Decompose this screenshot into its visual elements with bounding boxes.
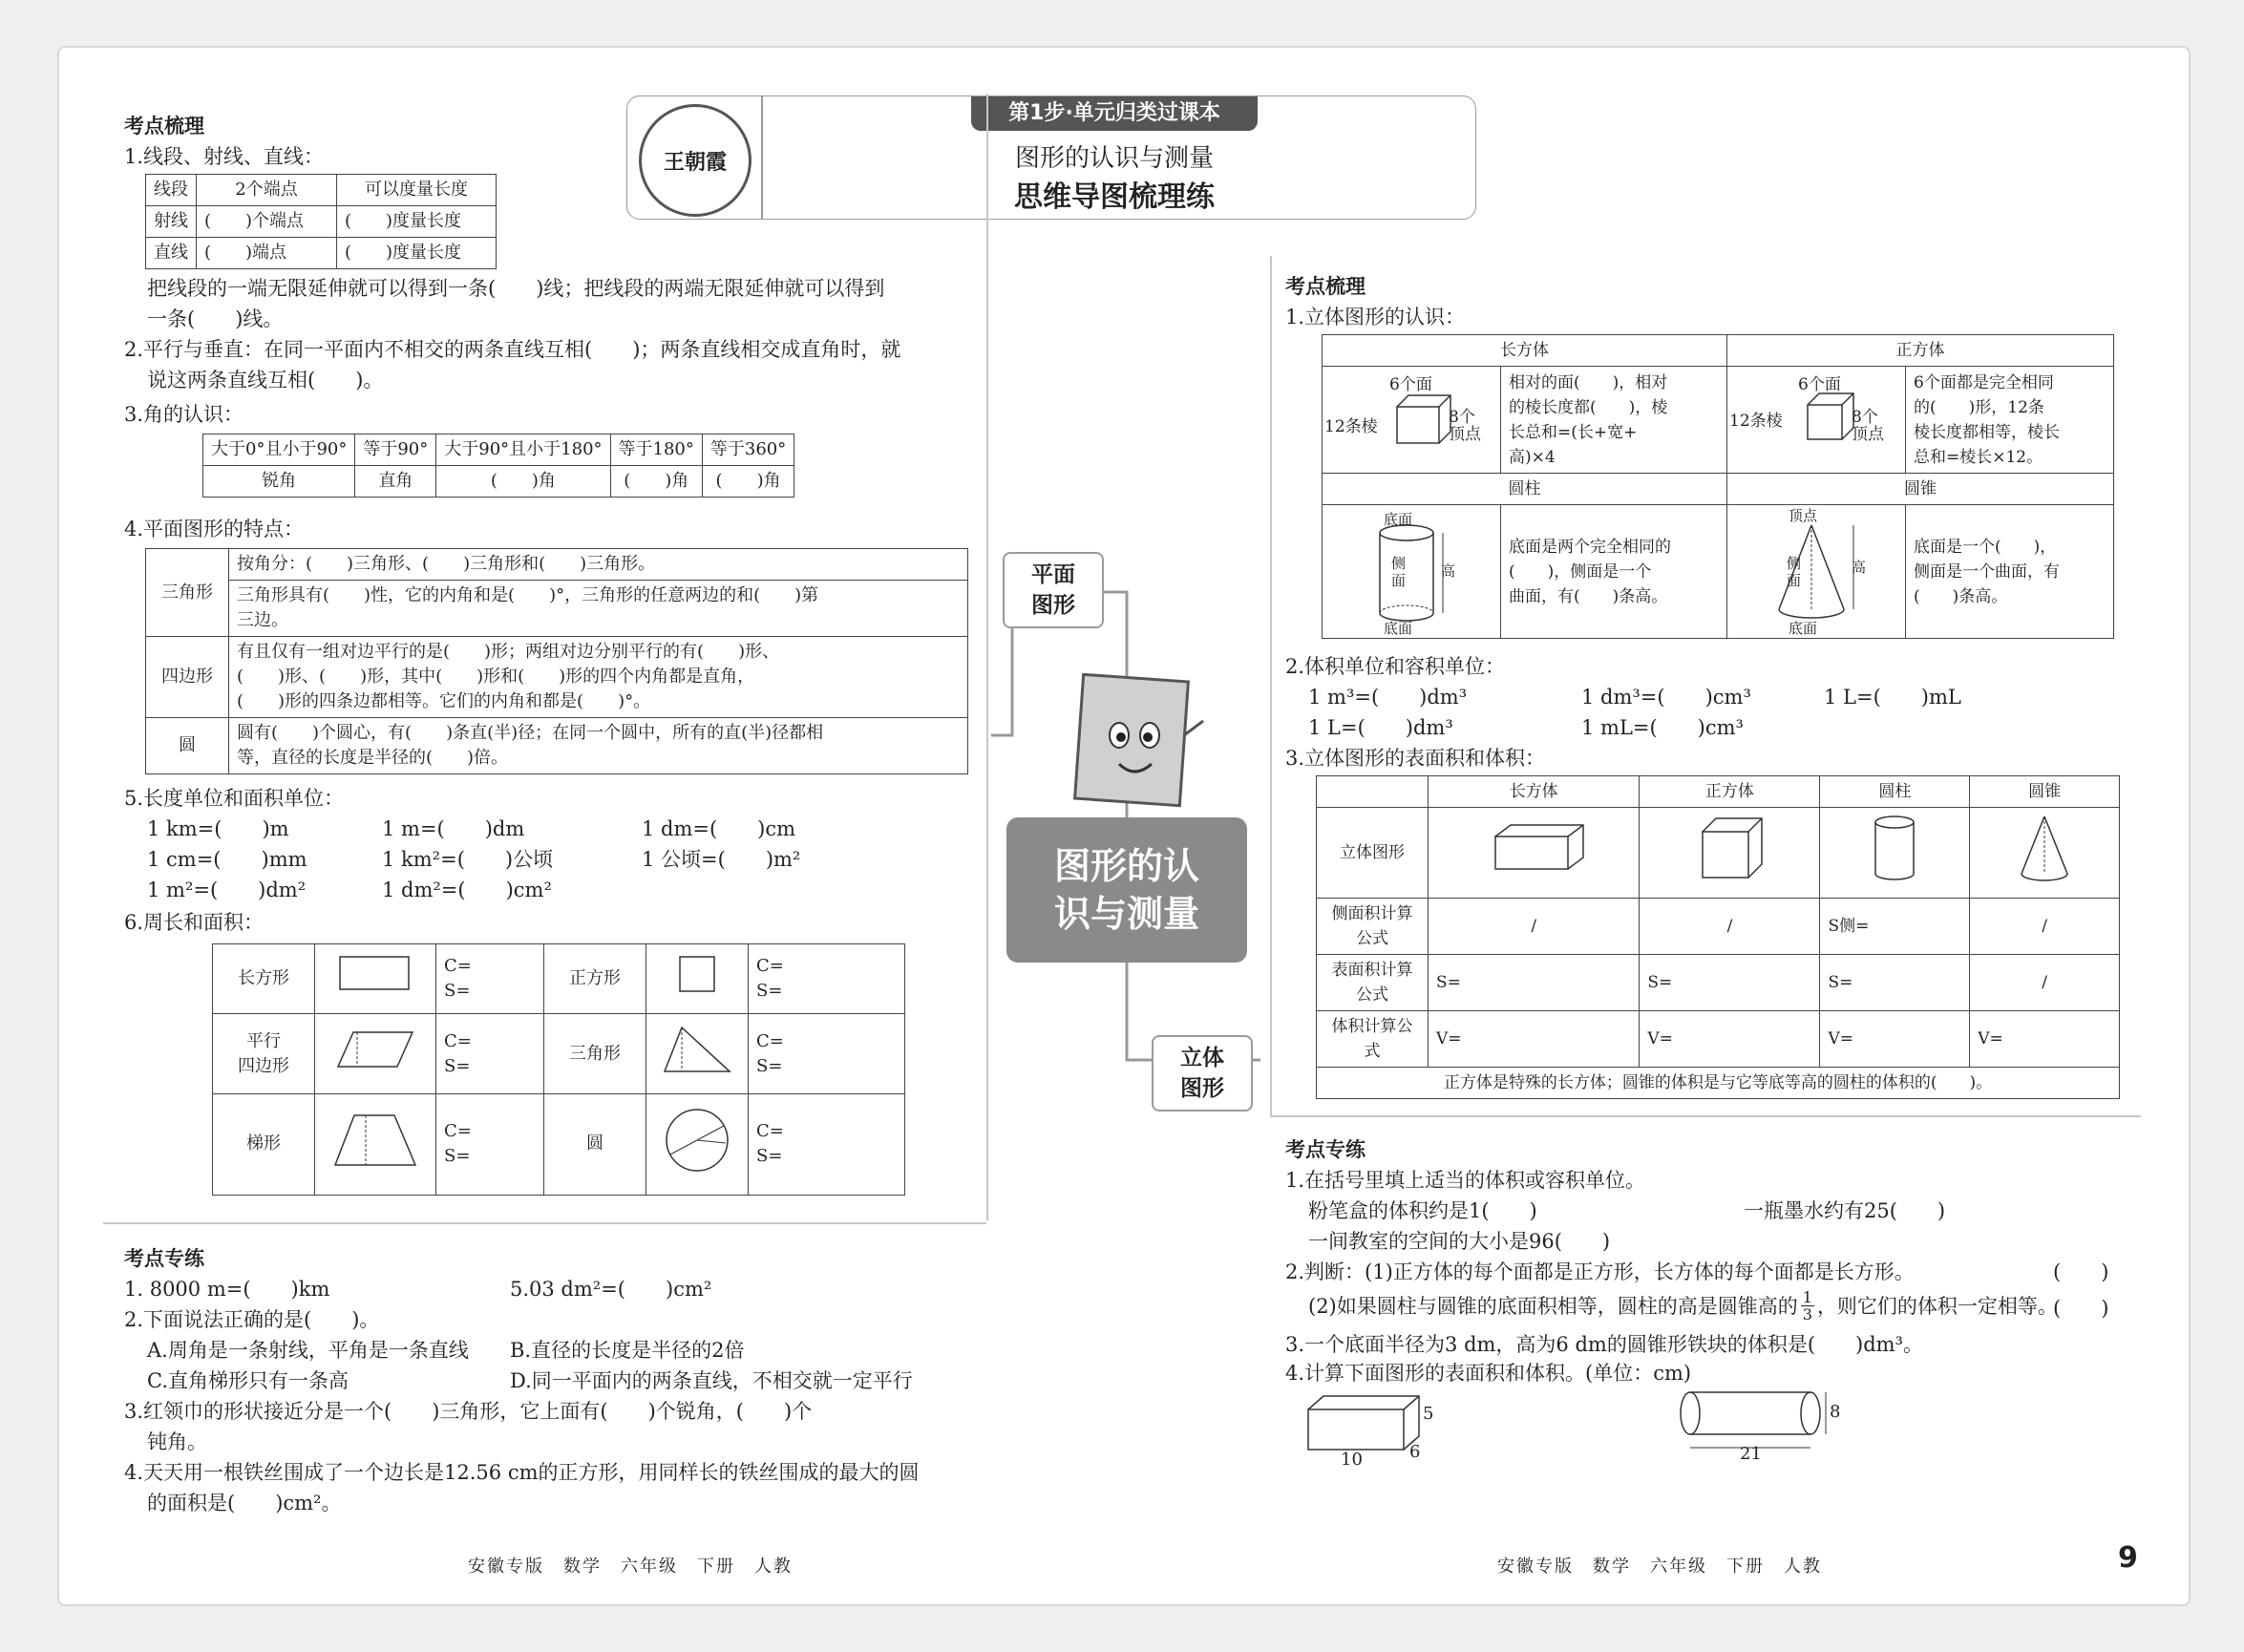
rectangle-shape	[315, 944, 436, 1014]
cell: S=	[1820, 955, 1970, 1011]
cylinder-3d	[1820, 808, 1970, 899]
rp-2b-paren: ( )	[2053, 1297, 2109, 1320]
faces-label: 6个面	[1389, 375, 1432, 394]
formula-s: S=	[756, 1146, 783, 1167]
page-number: 9	[2118, 1541, 2138, 1575]
formula-s: S=	[444, 981, 471, 1002]
cell: 圆锥	[1970, 776, 2120, 808]
practice-2: 2.下面说法正确的是( )。	[124, 1308, 380, 1331]
line: 的( )形，12条	[1914, 397, 2044, 417]
square-shape	[646, 944, 749, 1014]
line: 8个	[1852, 408, 1878, 427]
rp-1b: 一瓶墨水约有25( )	[1744, 1199, 1946, 1222]
line: 底面是一个( )，	[1914, 537, 2057, 557]
cell: /	[1970, 899, 2120, 955]
line: ( )形的四条边都相等。它们的内角和都是( )°。	[237, 691, 651, 711]
cell	[436, 944, 544, 1014]
left-q1: 1.线段、射线、直线：	[124, 145, 325, 168]
line: 顶点	[1449, 425, 1481, 444]
practice-1b: 5.03 dm²=( )cm²	[510, 1278, 712, 1301]
line: 长总和=(长+宽+	[1509, 422, 1638, 442]
line: 的棱长度都( )，棱	[1509, 397, 1668, 417]
line: 相对的面( )，相对	[1509, 372, 1668, 392]
solid-table	[1322, 334, 2114, 639]
cell: 圆柱	[1323, 474, 1727, 505]
practice-4a: 4.天天用一根铁丝围成了一个边长是12.56 cm的正方形，用同样长的铁丝围成的最大的圆	[124, 1461, 920, 1484]
faces-label: 6个面	[1798, 375, 1841, 394]
rp-3: 3.一个底面半径为3 dm，高为6 dm的圆锥形铁块的体积是( )dm³。	[1285, 1333, 1923, 1356]
line: 图形	[1031, 593, 1075, 618]
angle-table	[202, 434, 794, 498]
cell: ( )角	[436, 466, 610, 498]
practice-1a: 1. 8000 m=( )km	[124, 1278, 330, 1301]
cuboid-figure	[1323, 367, 1501, 474]
line: 圆有( )个圆心，有( )条直(半)径；在同一个圆中，所有的直(半)径都相	[237, 723, 824, 743]
trapezoid-shape	[315, 1093, 436, 1195]
rp-1: 1.在括号里填上适当的体积或容积单位。	[1285, 1169, 1646, 1192]
line: 8个	[1449, 408, 1475, 427]
left-q1b: 一条( )线。	[147, 307, 284, 330]
cell: 直角	[355, 466, 436, 498]
rp-2b	[1308, 1289, 2058, 1323]
cell	[229, 581, 968, 637]
line: ( )形、( )形，其中( )形和( )形的四个内角都是直角，	[237, 667, 755, 687]
fraction	[1801, 1289, 1814, 1323]
tag-plane-figures	[1003, 552, 1104, 628]
cell: 可以度量长度	[337, 175, 497, 206]
cell: ( )角	[702, 466, 794, 498]
line: 侧面是一个曲面，有	[1914, 561, 2060, 582]
cell: 体积计算公式	[1317, 1011, 1429, 1068]
cell	[749, 1093, 905, 1195]
line: 高)×4	[1509, 447, 1556, 467]
cell: ( )度量长度	[337, 206, 497, 238]
perimeter-area-table	[212, 943, 905, 1196]
formula-s: S=	[444, 1055, 471, 1076]
unit-3b: 1 dm²=( )cm²	[382, 879, 552, 901]
mascot-icon	[1060, 668, 1213, 821]
edges-label: 12条棱	[1729, 412, 1783, 431]
dim-len: 21	[1740, 1444, 1762, 1464]
dim-l: 10	[1341, 1450, 1363, 1470]
cell: /	[1429, 899, 1640, 955]
cell: 射线	[146, 206, 197, 238]
right-section-title: 考点梳理	[1285, 275, 1365, 298]
dim-h: 5	[1423, 1404, 1434, 1424]
cell: 正方体	[1640, 776, 1820, 808]
formula-c: C=	[756, 1121, 784, 1142]
left-q5: 5.长度单位和面积单位：	[124, 787, 345, 810]
right-q3: 3.立体图形的表面积和体积：	[1285, 747, 1546, 770]
practice-2D: D.同一平面内的两条直线，不相交就一定平行	[510, 1369, 913, 1392]
cell	[1501, 505, 1727, 639]
cube-figure	[1727, 367, 1906, 474]
cell: 四边形	[146, 637, 229, 718]
formula-c: C=	[444, 956, 472, 977]
left-q1a: 把线段的一端无限延伸就可以得到一条( )线；把线段的两端无限延伸就可以得到	[147, 277, 885, 300]
line: 曲面，有( )条高。	[1509, 586, 1668, 606]
cell: 大于90°且小于180°	[436, 434, 610, 466]
right-q1: 1.立体图形的认识：	[1285, 306, 1466, 328]
practice-3a: 3.红领巾的形状接近分是一个( )三角形，它上面有( )个锐角，( )个	[124, 1400, 813, 1423]
line: 图形	[1180, 1076, 1224, 1101]
cube-3d	[1640, 808, 1820, 899]
unit-2b: 1 km²=( )公顷	[382, 848, 554, 871]
cell: 等于360°	[702, 434, 794, 466]
cell: 三角形	[146, 549, 229, 637]
formula-s: S=	[756, 981, 783, 1002]
practice-4b: 的面积是( )cm²。	[147, 1492, 342, 1514]
cell: ( )度量长度	[337, 238, 497, 269]
line: 平行	[246, 1030, 281, 1051]
cell: 圆锥	[1727, 474, 2114, 505]
cell: 大于0°且小于90°	[203, 434, 355, 466]
cell: V=	[1820, 1011, 1970, 1068]
edges-label: 12条棱	[1324, 417, 1378, 436]
cell: 线段	[146, 175, 197, 206]
header-title-1: 图形的认识与测量	[1014, 144, 1214, 173]
cell: S侧=	[1820, 899, 1970, 955]
denominator: 3	[1802, 1305, 1812, 1324]
unit-1b: 1 m=( )dm	[382, 817, 525, 840]
cell: 立体图形	[1317, 808, 1429, 899]
cell: ( )端点	[197, 238, 337, 269]
label: 高	[1852, 559, 1867, 576]
practice-2A: A.周角是一条射线，平角是一条直线	[147, 1339, 469, 1362]
left-section-title: 考点梳理	[124, 115, 204, 138]
cell: 圆	[146, 718, 229, 774]
vol-1b: 1 dm³=( )cm³	[1581, 686, 1751, 709]
right-practice-title: 考点专练	[1285, 1138, 1365, 1161]
cell: 正方体是特殊的长方体；圆锥的体积是与它等底等高的圆柱的体积的( )。	[1317, 1068, 2120, 1099]
cell: ( )个端点	[197, 206, 337, 238]
line: 总和=棱长×12。	[1914, 447, 2043, 467]
cell	[749, 1014, 905, 1094]
formula-s: S=	[756, 1055, 783, 1076]
cell	[229, 718, 968, 774]
footer-left: 安徽专版 数学 六年级 下册 人教	[468, 1557, 793, 1577]
cell: 三角形	[544, 1014, 646, 1094]
cell: 侧面积计算公式	[1317, 899, 1429, 955]
formula-c: C=	[444, 1030, 472, 1051]
line: 顶点	[1852, 425, 1884, 444]
cell: 长方体	[1323, 335, 1727, 367]
tag-solid-figures	[1152, 1035, 1253, 1112]
rp-2: 2.判断：(1)正方体的每个面都是正方形，长方体的每个面都是长方形。	[1285, 1260, 1915, 1283]
cell: 梯形	[213, 1093, 315, 1195]
center-main-title	[1006, 817, 1247, 963]
cell: 长方形	[213, 944, 315, 1014]
cell: S=	[1429, 955, 1640, 1011]
unit-3a: 1 m²=( )dm²	[147, 879, 307, 901]
left-q4: 4.平面图形的特点：	[124, 518, 305, 540]
cell: 等于90°	[355, 434, 436, 466]
cell: ( )角	[610, 466, 702, 498]
text: ，则它们的体积一定相等。	[1816, 1294, 2058, 1318]
cell	[229, 637, 968, 718]
formula-c: C=	[756, 1030, 784, 1051]
line: 等，直径的长度是半径的( )倍。	[237, 748, 509, 768]
cell: 等于180°	[610, 434, 702, 466]
cell: 圆	[544, 1093, 646, 1195]
cell: 正方形	[544, 944, 646, 1014]
left-q3: 3.角的认识：	[124, 403, 244, 426]
line: 底面是两个完全相同的	[1509, 537, 1671, 557]
unit-2c: 1 公顷=( )m²	[642, 848, 801, 871]
practice-2B: B.直径的长度是半径的2倍	[510, 1339, 745, 1362]
label: 高	[1441, 562, 1456, 580]
formula-c: C=	[444, 1121, 472, 1142]
cell	[1317, 776, 1429, 808]
step-label	[971, 96, 1258, 131]
line-table	[145, 174, 497, 269]
line: 三角形具有( )性，它的内角和是( )°，三角形的任意两边的和( )第	[237, 585, 819, 605]
cylinder-problem-figure	[1677, 1388, 1839, 1465]
circle-shape	[646, 1093, 749, 1195]
numerator: 1	[1802, 1288, 1812, 1306]
left-practice-title: 考点专练	[124, 1247, 204, 1270]
rp-1c: 一间教室的空间的大小是96( )	[1308, 1230, 1611, 1253]
cell: 长方体	[1429, 776, 1640, 808]
verts-label	[1852, 409, 1884, 443]
cell: /	[1640, 899, 1820, 955]
cell	[213, 1014, 315, 1094]
line: 棱长度都相等，棱长	[1914, 422, 2060, 442]
cell: V=	[1640, 1011, 1820, 1068]
cuboid-3d	[1429, 808, 1640, 899]
cell: 表面积计算公式	[1317, 955, 1429, 1011]
vol-2a: 1 L=( )dm³	[1308, 716, 1453, 739]
cell	[749, 944, 905, 1014]
unit-2a: 1 cm=( )mm	[147, 848, 307, 871]
label: 底面	[1384, 511, 1413, 528]
cuboid-problem-figure	[1302, 1390, 1436, 1470]
cell: S=	[1640, 955, 1820, 1011]
vol-2b: 1 mL=( )cm³	[1581, 716, 1744, 739]
logo-text: 王朝霞	[663, 150, 727, 175]
dim-d: 8	[1830, 1402, 1841, 1422]
cone-3d	[1970, 808, 2120, 899]
cell	[436, 1093, 544, 1195]
cell: 按角分：( )三角形、( )三角形和( )三角形。	[229, 549, 968, 581]
cell: 圆柱	[1820, 776, 1970, 808]
cell: /	[1970, 955, 2120, 1011]
cell: V=	[1970, 1011, 2120, 1068]
cone-figure	[1727, 505, 1906, 639]
left-q6: 6.周长和面积：	[124, 911, 265, 934]
left-q2a: 2.平行与垂直：在同一平面内不相交的两条直线互相( )；两条直线相交成直角时，就	[124, 338, 901, 361]
left-q2b: 说这两条直线互相( )。	[147, 369, 384, 392]
surface-volume-table	[1316, 775, 2120, 1099]
line: 立体	[1180, 1046, 1224, 1070]
formula-c: C=	[756, 956, 784, 977]
label: 底面	[1789, 620, 1818, 637]
cell	[436, 1014, 544, 1094]
line: 四边形	[238, 1055, 289, 1076]
cell	[1501, 367, 1727, 474]
rp-2-paren: ( )	[2053, 1260, 2109, 1283]
line: 识与测量	[1053, 893, 1199, 935]
header-title-2: 思维导图梳理练	[1014, 180, 1215, 214]
line: ( )，侧面是一个	[1509, 561, 1652, 582]
step-text: 第1步·单元归类过课本	[1008, 101, 1220, 125]
label: 侧面	[1391, 555, 1407, 589]
vol-1a: 1 m³=( )dm³	[1308, 686, 1468, 709]
rp-4: 4.计算下面图形的表面积和体积。(单位：cm)	[1285, 1362, 1692, 1385]
verts-label	[1449, 409, 1481, 443]
line: 6个面都是完全相同	[1914, 372, 2054, 392]
line: 图形的认	[1053, 845, 1199, 887]
cell	[1906, 505, 2114, 639]
cell	[1906, 367, 2114, 474]
formula-s: S=	[444, 1146, 471, 1167]
label: 顶点	[1789, 507, 1818, 524]
unit-1c: 1 dm=( )cm	[642, 817, 796, 840]
vol-1c: 1 L=( )mL	[1824, 686, 1961, 709]
unit-1a: 1 km=( )m	[147, 817, 289, 840]
line: 平面	[1031, 562, 1075, 587]
label: 底面	[1384, 620, 1413, 637]
practice-2C: C.直角梯形只有一条高	[147, 1369, 349, 1392]
cylinder-figure	[1323, 505, 1501, 639]
cell: 2个端点	[197, 175, 337, 206]
text: (2)如果圆柱与圆锥的底面积相等，圆柱的高是圆锥高的	[1308, 1294, 1798, 1318]
cell: 正方体	[1727, 335, 2114, 367]
label: 侧面	[1787, 555, 1802, 589]
line: 有且仅有一组对边平行的是( )形；两组对边分别平行的有( )形、	[237, 642, 780, 662]
rp-1a: 粉笔盒的体积约是1( )	[1308, 1199, 1537, 1222]
line: 三边。	[237, 610, 288, 630]
line: ( )条高。	[1914, 586, 2008, 606]
cell: 直线	[146, 238, 197, 269]
dim-w: 6	[1409, 1442, 1421, 1462]
parallelogram-shape	[315, 1014, 436, 1094]
practice-3b: 钝角。	[147, 1430, 207, 1453]
cell: V=	[1429, 1011, 1640, 1068]
cell: 锐角	[203, 466, 355, 498]
right-q2: 2.体积单位和容积单位：	[1285, 655, 1506, 678]
triangle-shape	[646, 1014, 749, 1094]
plane-table	[145, 548, 968, 774]
footer-right: 安徽专版 数学 六年级 下册 人教	[1497, 1557, 1822, 1577]
